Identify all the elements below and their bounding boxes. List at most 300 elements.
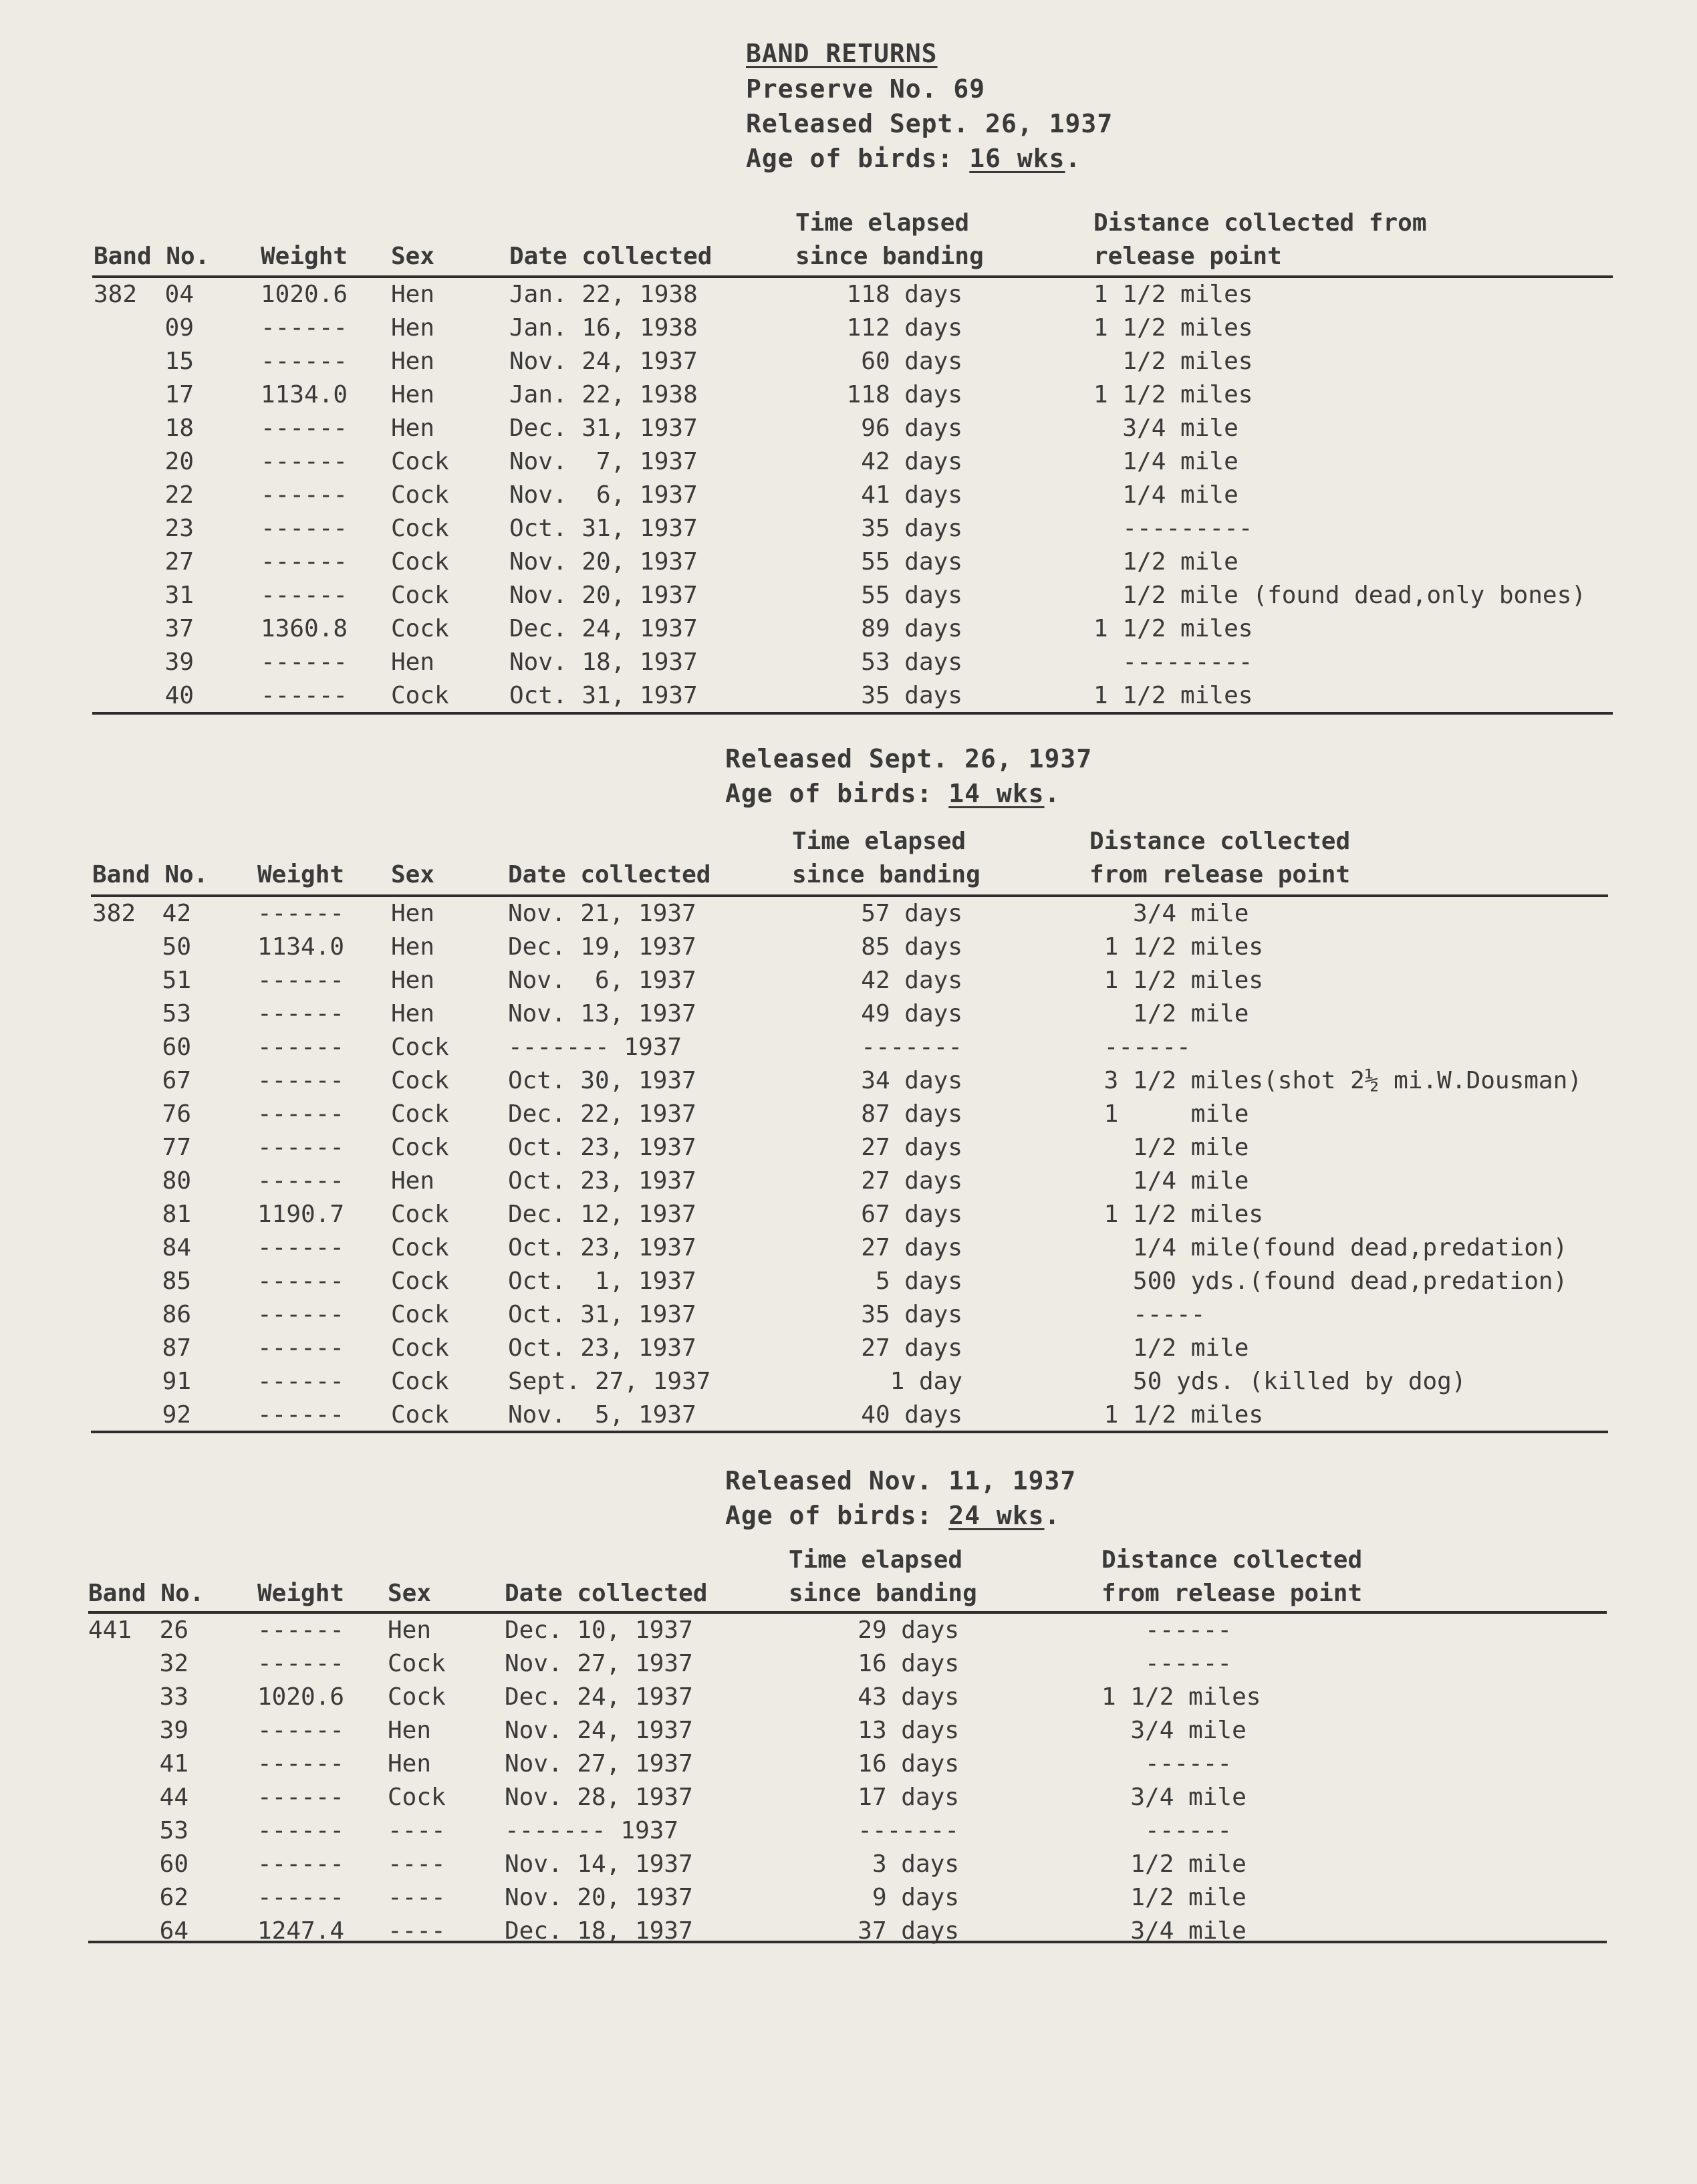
sex-value: Cock <box>391 1301 449 1328</box>
sex-value: Cock <box>388 1784 446 1811</box>
preserve-number: Preserve No. 69 <box>746 74 986 104</box>
age-value: 14 wks <box>948 779 1045 808</box>
band-number: 44 <box>159 1784 188 1811</box>
distance-collected: 3/4 mile <box>1101 1717 1247 1744</box>
time-elapsed: 96 days <box>861 414 962 442</box>
time-elapsed: 55 days <box>861 548 962 576</box>
table-row <box>0 931 1697 964</box>
weight-value: ------ <box>261 548 348 576</box>
distance-collected: 1/2 mile <box>1101 1850 1247 1878</box>
age-of-birds: Age of birds: 16 wks. <box>746 144 1081 173</box>
footer-rule <box>88 1941 1607 1943</box>
time-elapsed: 89 days <box>861 615 962 642</box>
time-elapsed: 87 days <box>861 1100 962 1128</box>
date-collected: ------- 1937 <box>508 1034 682 1061</box>
table-row <box>0 1365 1697 1399</box>
column-header-band: Band No. <box>92 861 209 888</box>
column-header-sex: Sex <box>391 861 435 888</box>
age-label: Age of birds: <box>725 1501 949 1530</box>
time-elapsed: 35 days <box>861 682 962 709</box>
time-elapsed: 9 days <box>872 1884 959 1911</box>
table-row <box>0 1131 1697 1165</box>
sex-value: Cock <box>391 1334 449 1362</box>
sex-value: Hen <box>391 414 435 442</box>
time-elapsed: 57 days <box>861 900 962 927</box>
band-number: 09 <box>164 314 194 342</box>
column-header-distance-line1: Distance collected from <box>1093 209 1427 237</box>
distance-collected: 3 1/2 miles(shot 2½ mi.W.Dousman) <box>1089 1067 1582 1094</box>
table-row <box>0 1332 1697 1365</box>
date-collected: Dec. 19, 1937 <box>508 933 696 961</box>
date-collected: Nov. 24, 1937 <box>505 1717 693 1744</box>
table-row <box>0 312 1697 345</box>
distance-collected: 1/2 miles <box>1093 348 1253 375</box>
distance-collected: 1/2 mile <box>1089 1334 1249 1362</box>
time-elapsed: 43 days <box>858 1683 959 1711</box>
band-number: 81 <box>162 1201 191 1228</box>
date-collected: Oct. 31, 1937 <box>508 1301 696 1328</box>
distance-collected: 1 mile <box>1089 1100 1249 1128</box>
section-release-date: Released Nov. 11, 1937 <box>725 1466 1077 1495</box>
document-title: BAND RETURNS <box>746 39 938 68</box>
sex-value: Cock <box>391 1067 449 1094</box>
time-elapsed: 17 days <box>858 1784 959 1811</box>
weight-value: ------ <box>257 1750 345 1778</box>
age-period: . <box>1044 779 1061 808</box>
weight-value: ------ <box>257 1650 345 1677</box>
table-row <box>0 1399 1697 1432</box>
distance-collected: 1/2 mile <box>1089 1134 1249 1161</box>
date-collected: Dec. 24, 1937 <box>505 1683 693 1711</box>
band-number: 53 <box>159 1817 188 1844</box>
weight-value: 1190.7 <box>257 1201 345 1228</box>
date-collected: Nov. 21, 1937 <box>508 900 696 927</box>
table-row <box>0 1031 1697 1064</box>
date-collected: Jan. 22, 1938 <box>509 381 698 408</box>
date-collected: Nov. 6, 1937 <box>508 967 696 994</box>
date-collected: Oct. 23, 1937 <box>508 1334 696 1362</box>
date-collected: Oct. 30, 1937 <box>508 1067 696 1094</box>
time-elapsed: 27 days <box>861 1334 962 1362</box>
sex-value: ---- <box>388 1817 446 1844</box>
band-number: 67 <box>162 1067 191 1094</box>
band-number: 32 <box>159 1650 188 1677</box>
time-elapsed: 35 days <box>861 515 962 542</box>
date-collected: Nov. 6, 1937 <box>509 481 698 509</box>
distance-collected: 500 yds.(found dead,predation) <box>1089 1267 1568 1295</box>
table-row <box>0 1198 1697 1231</box>
table-row <box>0 1098 1697 1131</box>
time-elapsed: 40 days <box>861 1401 962 1429</box>
band-number: 39 <box>159 1717 188 1744</box>
time-elapsed: 60 days <box>861 348 962 375</box>
sex-value: Cock <box>391 615 449 642</box>
weight-value: ------ <box>257 900 345 927</box>
table-row <box>0 479 1697 512</box>
sex-value: ---- <box>388 1917 446 1945</box>
date-collected: Nov. 14, 1937 <box>505 1850 693 1878</box>
table-row <box>0 1781 1697 1814</box>
distance-collected: --------- <box>1093 648 1253 676</box>
distance-collected: 1/4 mile <box>1093 448 1238 475</box>
time-elapsed: 55 days <box>861 582 962 609</box>
distance-collected: 1 1/2 miles <box>1093 381 1253 408</box>
band-number: 60 <box>159 1850 188 1878</box>
distance-collected: 1 1/2 miles <box>1089 933 1264 961</box>
sex-value: Cock <box>391 1234 449 1261</box>
time-elapsed: 85 days <box>861 933 962 961</box>
table-row <box>0 378 1697 412</box>
table-row <box>0 1814 1697 1848</box>
weight-value: ------ <box>261 414 348 442</box>
sex-value: Cock <box>391 548 449 576</box>
table-row <box>0 1064 1697 1098</box>
band-number: 22 <box>164 481 194 509</box>
time-elapsed: 1 day <box>890 1368 962 1395</box>
sex-value: Cock <box>391 1134 449 1161</box>
band-number: 15 <box>164 348 194 375</box>
date-collected: Oct. 1, 1937 <box>508 1267 696 1295</box>
age-value: 24 wks <box>948 1501 1045 1530</box>
band-number: 17 <box>164 381 194 408</box>
table-row <box>0 1231 1697 1265</box>
band-number: 26 <box>159 1616 188 1644</box>
distance-collected: 50 yds. (killed by dog) <box>1089 1368 1466 1395</box>
distance-collected: 1 1/2 miles <box>1093 281 1253 308</box>
column-header-time-line2: since banding <box>792 861 981 888</box>
time-elapsed: 5 days <box>875 1267 962 1295</box>
column-header-time-line1: Time elapsed <box>789 1546 963 1574</box>
distance-collected: 1 1/2 miles <box>1089 967 1264 994</box>
column-header-distance-line1: Distance collected <box>1101 1546 1363 1574</box>
band-number: 40 <box>164 682 194 709</box>
sex-value: Cock <box>391 481 449 509</box>
weight-value: ------ <box>257 1034 345 1061</box>
distance-collected: 1 1/2 miles <box>1089 1201 1264 1228</box>
weight-value: ------ <box>257 1301 345 1328</box>
sex-value: Hen <box>388 1616 432 1644</box>
distance-collected: 1 1/2 miles <box>1089 1401 1264 1429</box>
weight-value: ------ <box>261 515 348 542</box>
band-number: 86 <box>162 1301 191 1328</box>
sex-value: ---- <box>388 1884 446 1911</box>
date-collected: Oct. 23, 1937 <box>508 1134 696 1161</box>
band-number: 20 <box>164 448 194 475</box>
date-collected: Nov. 7, 1937 <box>509 448 698 475</box>
weight-value: 1020.6 <box>261 281 348 308</box>
table-row <box>0 897 1697 931</box>
date-collected: Nov. 20, 1937 <box>509 548 698 576</box>
band-number: 85 <box>162 1267 191 1295</box>
column-header-time-line1: Time elapsed <box>795 209 970 237</box>
band-number: 87 <box>162 1334 191 1362</box>
weight-value: ------ <box>261 582 348 609</box>
distance-collected: 3/4 mile <box>1101 1784 1247 1811</box>
sex-value: Cock <box>391 1100 449 1128</box>
section-age-of-birds <box>725 1499 1060 1532</box>
distance-collected: --------- <box>1093 515 1253 542</box>
band-number: 31 <box>164 582 194 609</box>
distance-collected: 1/2 mile <box>1101 1884 1247 1911</box>
band-number: 27 <box>164 548 194 576</box>
weight-value: ------ <box>257 1267 345 1295</box>
weight-value: ------ <box>257 1000 345 1027</box>
distance-collected: ------ <box>1101 1817 1232 1844</box>
table-row <box>0 445 1697 479</box>
column-header-band: Band No. <box>88 1580 205 1607</box>
time-elapsed: 41 days <box>861 481 962 509</box>
distance-collected: 1 1/2 miles <box>1101 1683 1261 1711</box>
date-collected: Dec. 31, 1937 <box>509 414 698 442</box>
table-row <box>0 612 1697 646</box>
time-elapsed: 67 days <box>861 1201 962 1228</box>
band-series-prefix: 382 <box>92 900 136 927</box>
section-age-of-birds <box>725 777 1060 810</box>
distance-collected: 1/4 mile <box>1093 481 1238 509</box>
band-number: 53 <box>162 1000 191 1027</box>
sex-value: Hen <box>391 314 435 342</box>
distance-collected: ------ <box>1101 1616 1232 1644</box>
band-number: 91 <box>162 1368 191 1395</box>
weight-value: ------ <box>261 314 348 342</box>
distance-collected: ------ <box>1101 1750 1232 1778</box>
table-row <box>0 1614 1697 1647</box>
weight-value: ------ <box>257 1850 345 1878</box>
table-row <box>0 512 1697 545</box>
distance-collected: 1/2 mile <box>1093 548 1238 576</box>
weight-value: ------ <box>257 967 345 994</box>
column-header-weight: Weight <box>261 243 348 270</box>
time-elapsed: 118 days <box>846 281 962 308</box>
band-number: 39 <box>164 648 194 676</box>
weight-value: ------ <box>257 1884 345 1911</box>
weight-value: ------ <box>261 481 348 509</box>
band-number: 51 <box>162 967 191 994</box>
time-elapsed: 27 days <box>861 1234 962 1261</box>
distance-collected: 1 1/2 miles <box>1093 314 1253 342</box>
column-header-band: Band No. <box>94 243 210 270</box>
distance-collected: 1/4 mile <box>1089 1167 1249 1195</box>
column-header-time-line1: Time elapsed <box>792 828 966 855</box>
weight-value: 1020.6 <box>257 1683 345 1711</box>
weight-value: ------ <box>257 1616 345 1644</box>
sex-value: Hen <box>391 381 435 408</box>
band-number: 04 <box>164 281 194 308</box>
table-row <box>0 964 1697 997</box>
band-number: 23 <box>164 515 194 542</box>
date-collected: Jan. 22, 1938 <box>509 281 698 308</box>
distance-collected: 1/2 mile (found dead,only bones) <box>1093 582 1586 609</box>
sex-value: Hen <box>388 1717 432 1744</box>
weight-value: ------ <box>257 1067 345 1094</box>
band-number: 50 <box>162 933 191 961</box>
table-row <box>0 1848 1697 1881</box>
weight-value: ------ <box>261 348 348 375</box>
table-row <box>0 997 1697 1031</box>
band-number: 80 <box>162 1167 191 1195</box>
date-collected: Sept. 27, 1937 <box>508 1368 711 1395</box>
date-collected: Oct. 23, 1937 <box>508 1167 696 1195</box>
weight-value: ------ <box>257 1334 345 1362</box>
weight-value: ------ <box>261 682 348 709</box>
band-number: 18 <box>164 414 194 442</box>
footer-rule <box>91 1431 1608 1433</box>
time-elapsed: 53 days <box>861 648 962 676</box>
date-collected: Nov. 13, 1937 <box>508 1000 696 1027</box>
time-elapsed: ------- <box>861 1034 962 1061</box>
table-row <box>0 679 1697 713</box>
sex-value: Cock <box>388 1683 446 1711</box>
column-header-distance-line2: from release point <box>1101 1580 1363 1607</box>
sex-value: Cock <box>391 682 449 709</box>
time-elapsed: 27 days <box>861 1167 962 1195</box>
column-header-time-line2: since banding <box>789 1580 977 1607</box>
distance-collected: 3/4 mile <box>1101 1917 1247 1945</box>
weight-value: 1134.0 <box>257 933 345 961</box>
date-collected: Oct. 23, 1937 <box>508 1234 696 1261</box>
table-row <box>0 1165 1697 1198</box>
table-row <box>0 646 1697 679</box>
weight-value: ------ <box>257 1817 345 1844</box>
distance-collected: ------ <box>1089 1034 1191 1061</box>
date-collected: ------- 1937 <box>505 1817 679 1844</box>
table-row <box>0 579 1697 612</box>
band-series-prefix: 441 <box>88 1616 132 1644</box>
weight-value: ------ <box>257 1100 345 1128</box>
weight-value: 1134.0 <box>261 381 348 408</box>
column-header-time-line2: since banding <box>795 243 984 270</box>
sex-value: Hen <box>391 1000 435 1027</box>
band-number: 37 <box>164 615 194 642</box>
band-number: 60 <box>162 1034 191 1061</box>
date-collected: Nov. 28, 1937 <box>505 1784 693 1811</box>
release-date: Released Sept. 26, 1937 <box>746 109 1114 138</box>
sex-value: Cock <box>391 582 449 609</box>
table-row <box>0 1881 1697 1915</box>
weight-value: ------ <box>257 1784 345 1811</box>
table-row <box>0 1298 1697 1332</box>
time-elapsed: 118 days <box>846 381 962 408</box>
sex-value: Cock <box>391 1034 449 1061</box>
band-number: 92 <box>162 1401 191 1429</box>
column-header-distance-line1: Distance collected <box>1089 828 1351 855</box>
sex-value: Cock <box>391 1368 449 1395</box>
band-number: 42 <box>162 900 191 927</box>
table-row <box>0 278 1697 312</box>
table-row <box>0 545 1697 579</box>
sex-value: Hen <box>391 648 435 676</box>
band-number: 62 <box>159 1884 188 1911</box>
date-collected: Dec. 24, 1937 <box>509 615 698 642</box>
weight-value: 1247.4 <box>257 1917 345 1945</box>
column-header-date: Date collected <box>509 243 712 270</box>
sex-value: Hen <box>391 967 435 994</box>
distance-collected: 1/4 mile(found dead,predation) <box>1089 1234 1568 1261</box>
band-number: 64 <box>159 1917 188 1945</box>
column-header-weight: Weight <box>257 861 345 888</box>
distance-collected: 1 1/2 miles <box>1093 615 1253 642</box>
distance-collected: 1 1/2 miles <box>1093 682 1253 709</box>
date-collected: Nov. 20, 1937 <box>505 1884 693 1911</box>
weight-value: ------ <box>257 1368 345 1395</box>
time-elapsed: 112 days <box>846 314 962 342</box>
weight-value: ------ <box>257 1401 345 1429</box>
sex-value: Cock <box>391 1201 449 1228</box>
sex-value: Cock <box>388 1650 446 1677</box>
band-number: 84 <box>162 1234 191 1261</box>
time-elapsed: 34 days <box>861 1067 962 1094</box>
sex-value: Hen <box>388 1750 432 1778</box>
date-collected: Nov. 18, 1937 <box>509 648 698 676</box>
time-elapsed: 35 days <box>861 1301 962 1328</box>
time-elapsed: 13 days <box>858 1717 959 1744</box>
distance-collected: 3/4 mile <box>1089 900 1249 927</box>
section-release-date: Released Sept. 26, 1937 <box>725 744 1093 773</box>
time-elapsed: 3 days <box>872 1850 959 1878</box>
sex-value: ---- <box>388 1850 446 1878</box>
date-collected: Nov. 27, 1937 <box>505 1750 693 1778</box>
time-elapsed: 29 days <box>858 1616 959 1644</box>
age-label: Age of birds: <box>725 779 949 808</box>
sex-value: Hen <box>391 1167 435 1195</box>
date-collected: Dec. 12, 1937 <box>508 1201 696 1228</box>
distance-collected: ----- <box>1089 1301 1206 1328</box>
time-elapsed: 42 days <box>861 967 962 994</box>
footer-rule <box>92 712 1613 715</box>
distance-collected: 3/4 mile <box>1093 414 1238 442</box>
table-row <box>0 1265 1697 1298</box>
band-series-prefix: 382 <box>94 281 138 308</box>
band-number: 33 <box>159 1683 188 1711</box>
table-row <box>0 345 1697 378</box>
weight-value: ------ <box>261 648 348 676</box>
date-collected: Nov. 24, 1937 <box>509 348 698 375</box>
date-collected: Dec. 18, 1937 <box>505 1917 693 1945</box>
date-collected: Nov. 5, 1937 <box>508 1401 696 1429</box>
weight-value: ------ <box>257 1717 345 1744</box>
sex-value: Cock <box>391 1267 449 1295</box>
table-row <box>0 1681 1697 1714</box>
column-header-distance-line2: from release point <box>1089 861 1351 888</box>
weight-value: ------ <box>261 448 348 475</box>
table-row <box>0 412 1697 445</box>
band-number: 77 <box>162 1134 191 1161</box>
date-collected: Oct. 31, 1937 <box>509 682 698 709</box>
date-collected: Dec. 10, 1937 <box>505 1616 693 1644</box>
time-elapsed: 16 days <box>858 1750 959 1778</box>
column-header-sex: Sex <box>388 1580 432 1607</box>
time-elapsed: 27 days <box>861 1134 962 1161</box>
sex-value: Hen <box>391 900 435 927</box>
date-collected: Nov. 27, 1937 <box>505 1650 693 1677</box>
date-collected: Nov. 20, 1937 <box>509 582 698 609</box>
sex-value: Cock <box>391 515 449 542</box>
sex-value: Cock <box>391 448 449 475</box>
band-number: 76 <box>162 1100 191 1128</box>
date-collected: Dec. 22, 1937 <box>508 1100 696 1128</box>
sex-value: Hen <box>391 348 435 375</box>
date-collected: Jan. 16, 1938 <box>509 314 698 342</box>
distance-collected: 1/2 mile <box>1089 1000 1249 1027</box>
time-elapsed: 42 days <box>861 448 962 475</box>
band-number: 41 <box>159 1750 188 1778</box>
column-header-weight: Weight <box>257 1580 345 1607</box>
time-elapsed: ------- <box>858 1817 959 1844</box>
distance-collected: ------ <box>1101 1650 1232 1677</box>
weight-value: 1360.8 <box>261 615 348 642</box>
date-collected: Oct. 31, 1937 <box>509 515 698 542</box>
age-period: . <box>1044 1501 1061 1530</box>
